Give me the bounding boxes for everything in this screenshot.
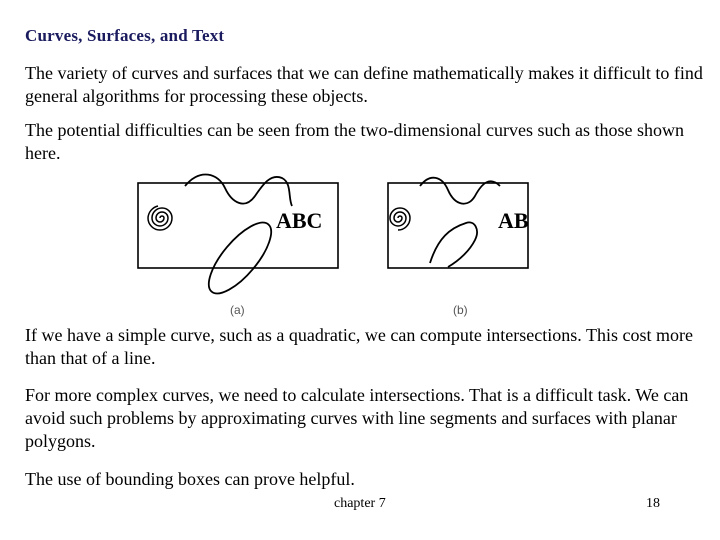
caption-a: (a)	[230, 303, 245, 317]
paragraph-bounding-boxes: The use of bounding boxes can prove helpful.	[25, 469, 355, 489]
spiral-b	[390, 208, 410, 230]
paragraph-quadratic: If we have a simple curve, such as a quadratic, we can compute intersections. This cost more than that of a line.	[25, 325, 693, 368]
footer-chapter: chapter 7	[334, 496, 386, 511]
caption-b: (b)	[453, 303, 468, 317]
panel-b	[388, 178, 529, 317]
wavy-curve-b	[420, 178, 500, 204]
footer-page-number: 18	[646, 496, 660, 511]
paragraph-difficulties: The potential difficulties can be seen from the two-dimensional curves such as those shown here.	[25, 120, 684, 163]
paragraph-complex-curves: For more complex curves, we need to calculate intersections. That is a difficult task. We can avoid such problems by approximating curves with line segments and surfaces with planar polygons.	[25, 385, 689, 451]
paragraph-variety: The variety of curves and surfaces that we can define mathematically makes it difficult to find general algorithms for processing these objects.	[25, 63, 703, 106]
ellipse-curve-b	[430, 222, 477, 267]
panel-b-text: AB	[498, 208, 529, 233]
spiral-a	[148, 206, 172, 230]
wavy-curve-a	[185, 174, 292, 206]
panel-a-text: ABC	[276, 208, 323, 233]
panel-a	[138, 174, 338, 317]
ellipse-curve-a	[199, 213, 282, 302]
curves-figure	[130, 168, 550, 318]
slide-title: Curves, Surfaces, and Text	[25, 26, 225, 45]
